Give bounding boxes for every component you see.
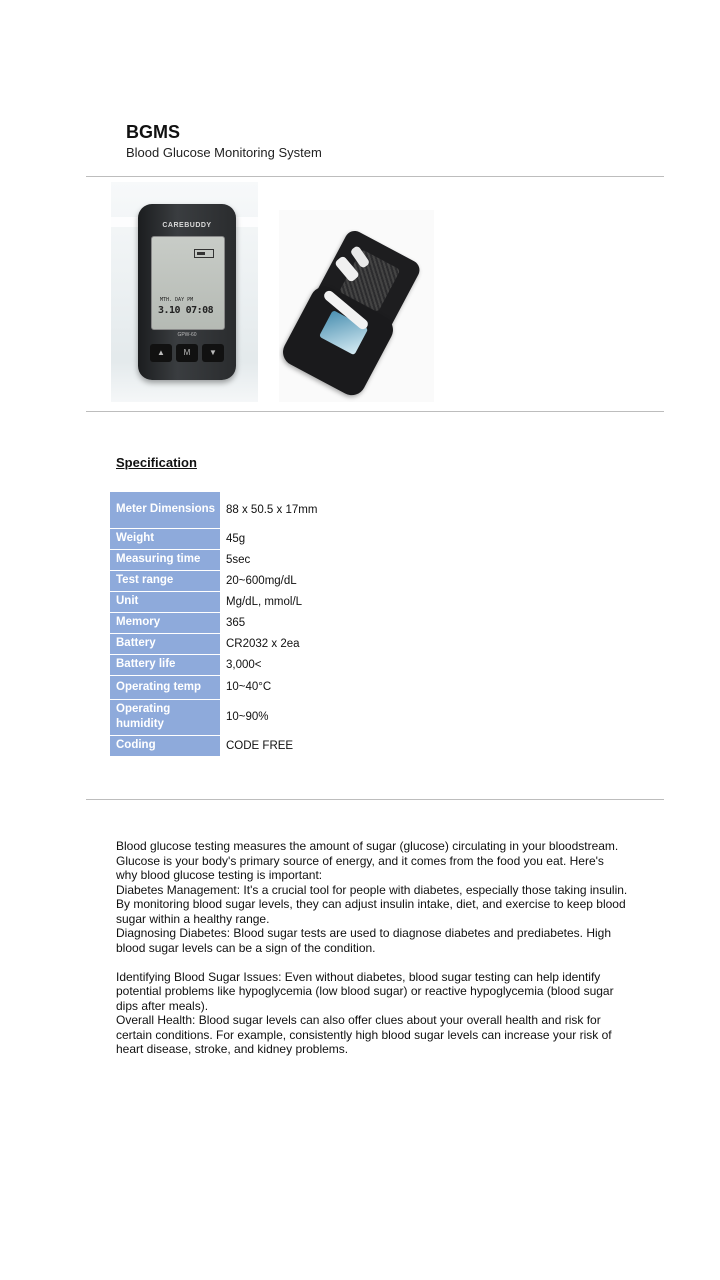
spec-value: CR2032 x 2ea: [226, 637, 300, 650]
spec-key: Meter Dimensions: [110, 492, 220, 528]
paragraph: Overall Health: Blood sugar levels can also offer clues about your overall health and risk for certain conditions. For example, consistently high blood sugar levels can increase your risk of heart disease, stroke, and kidney problems.: [116, 1013, 612, 1056]
glucose-meter-image: [111, 182, 258, 402]
spec-key: Operating temp: [110, 675, 220, 699]
spec-value: Mg/dL, mmol/L: [226, 595, 303, 608]
spec-value: 45g: [226, 532, 246, 545]
description-text: [116, 839, 628, 1057]
spec-key: Memory: [110, 612, 220, 633]
divider: [86, 176, 664, 177]
paragraph: Diabetes Management: It's a crucial tool for people with diabetes, especially those taking insulin. By monitoring blood sugar levels, they can adjust insulin intake, diet, and exercise to keep blood sugar within a healthy range.: [116, 882, 628, 926]
paragraph: Blood glucose testing measures the amount of sugar (glucose) circulating in your bloodstream. Glucose is your body's primary source of energy, and it comes from the food you eat. Here's why blood glucose testing is important:: [116, 839, 619, 882]
specification-table: [110, 492, 446, 757]
page-subtitle: Blood Glucose Monitoring System: [126, 145, 322, 160]
table-row: [110, 675, 446, 699]
spec-key: Weight: [110, 528, 220, 549]
spec-key: Unit: [110, 591, 220, 612]
spec-key: Measuring time: [110, 549, 220, 570]
spec-value: 365: [226, 616, 246, 629]
specification-heading: Specification: [116, 455, 197, 470]
screen-time-readout: 3.10 07:08: [158, 305, 214, 316]
paragraph: Diagnosing Diabetes: Blood sugar tests are used to diagnose diabetes and prediabetes. High blood sugar levels can be a sign of the condition.: [116, 926, 611, 955]
meter-device: [138, 204, 236, 380]
screen-date-label: MTH. DAY PM: [160, 297, 194, 303]
spec-key: Battery life: [110, 654, 220, 675]
table-row: [110, 735, 446, 756]
table-row: [110, 492, 446, 528]
spec-key: Test range: [110, 570, 220, 591]
spec-value: 10~90%: [226, 711, 269, 723]
meter-brand-label: CAREBUDDY: [162, 222, 212, 229]
divider: [86, 799, 664, 800]
meter-screen: [151, 236, 225, 330]
divider: [86, 411, 664, 412]
page-title: BGMS: [126, 122, 180, 142]
down-arrow-icon: ▼: [202, 344, 224, 362]
spec-value: CODE FREE: [226, 739, 294, 752]
carrying-case-image: [279, 210, 434, 402]
spec-key: Operating humidity: [110, 699, 220, 735]
table-row: [110, 528, 446, 549]
table-row: [110, 654, 446, 675]
table-row: [110, 591, 446, 612]
spec-value: 88 x 50.5 x 17mm: [226, 504, 318, 516]
table-row: [110, 699, 446, 735]
spec-value: 10~40°C: [226, 681, 272, 693]
meter-model-label: GPW-60: [177, 332, 197, 338]
spec-value: 3,000<: [226, 658, 262, 671]
battery-icon: [194, 249, 214, 258]
meter-buttons: [150, 344, 224, 362]
spec-value: 20~600mg/dL: [226, 574, 297, 587]
paragraph: Identifying Blood Sugar Issues: Even without diabetes, blood sugar testing can help identify potential problems like hypoglycemia (low blood sugar) or reactive hypoglycemia (blood sugar dips after meals).: [116, 969, 614, 1013]
memory-button-icon: M: [176, 344, 198, 362]
up-arrow-icon: ▲: [150, 344, 172, 362]
spec-key: Battery: [110, 633, 220, 654]
spec-value: 5sec: [226, 553, 251, 566]
spec-key: Coding: [110, 735, 220, 756]
table-row: [110, 549, 446, 570]
table-row: [110, 612, 446, 633]
table-row: [110, 570, 446, 591]
table-row: [110, 633, 446, 654]
